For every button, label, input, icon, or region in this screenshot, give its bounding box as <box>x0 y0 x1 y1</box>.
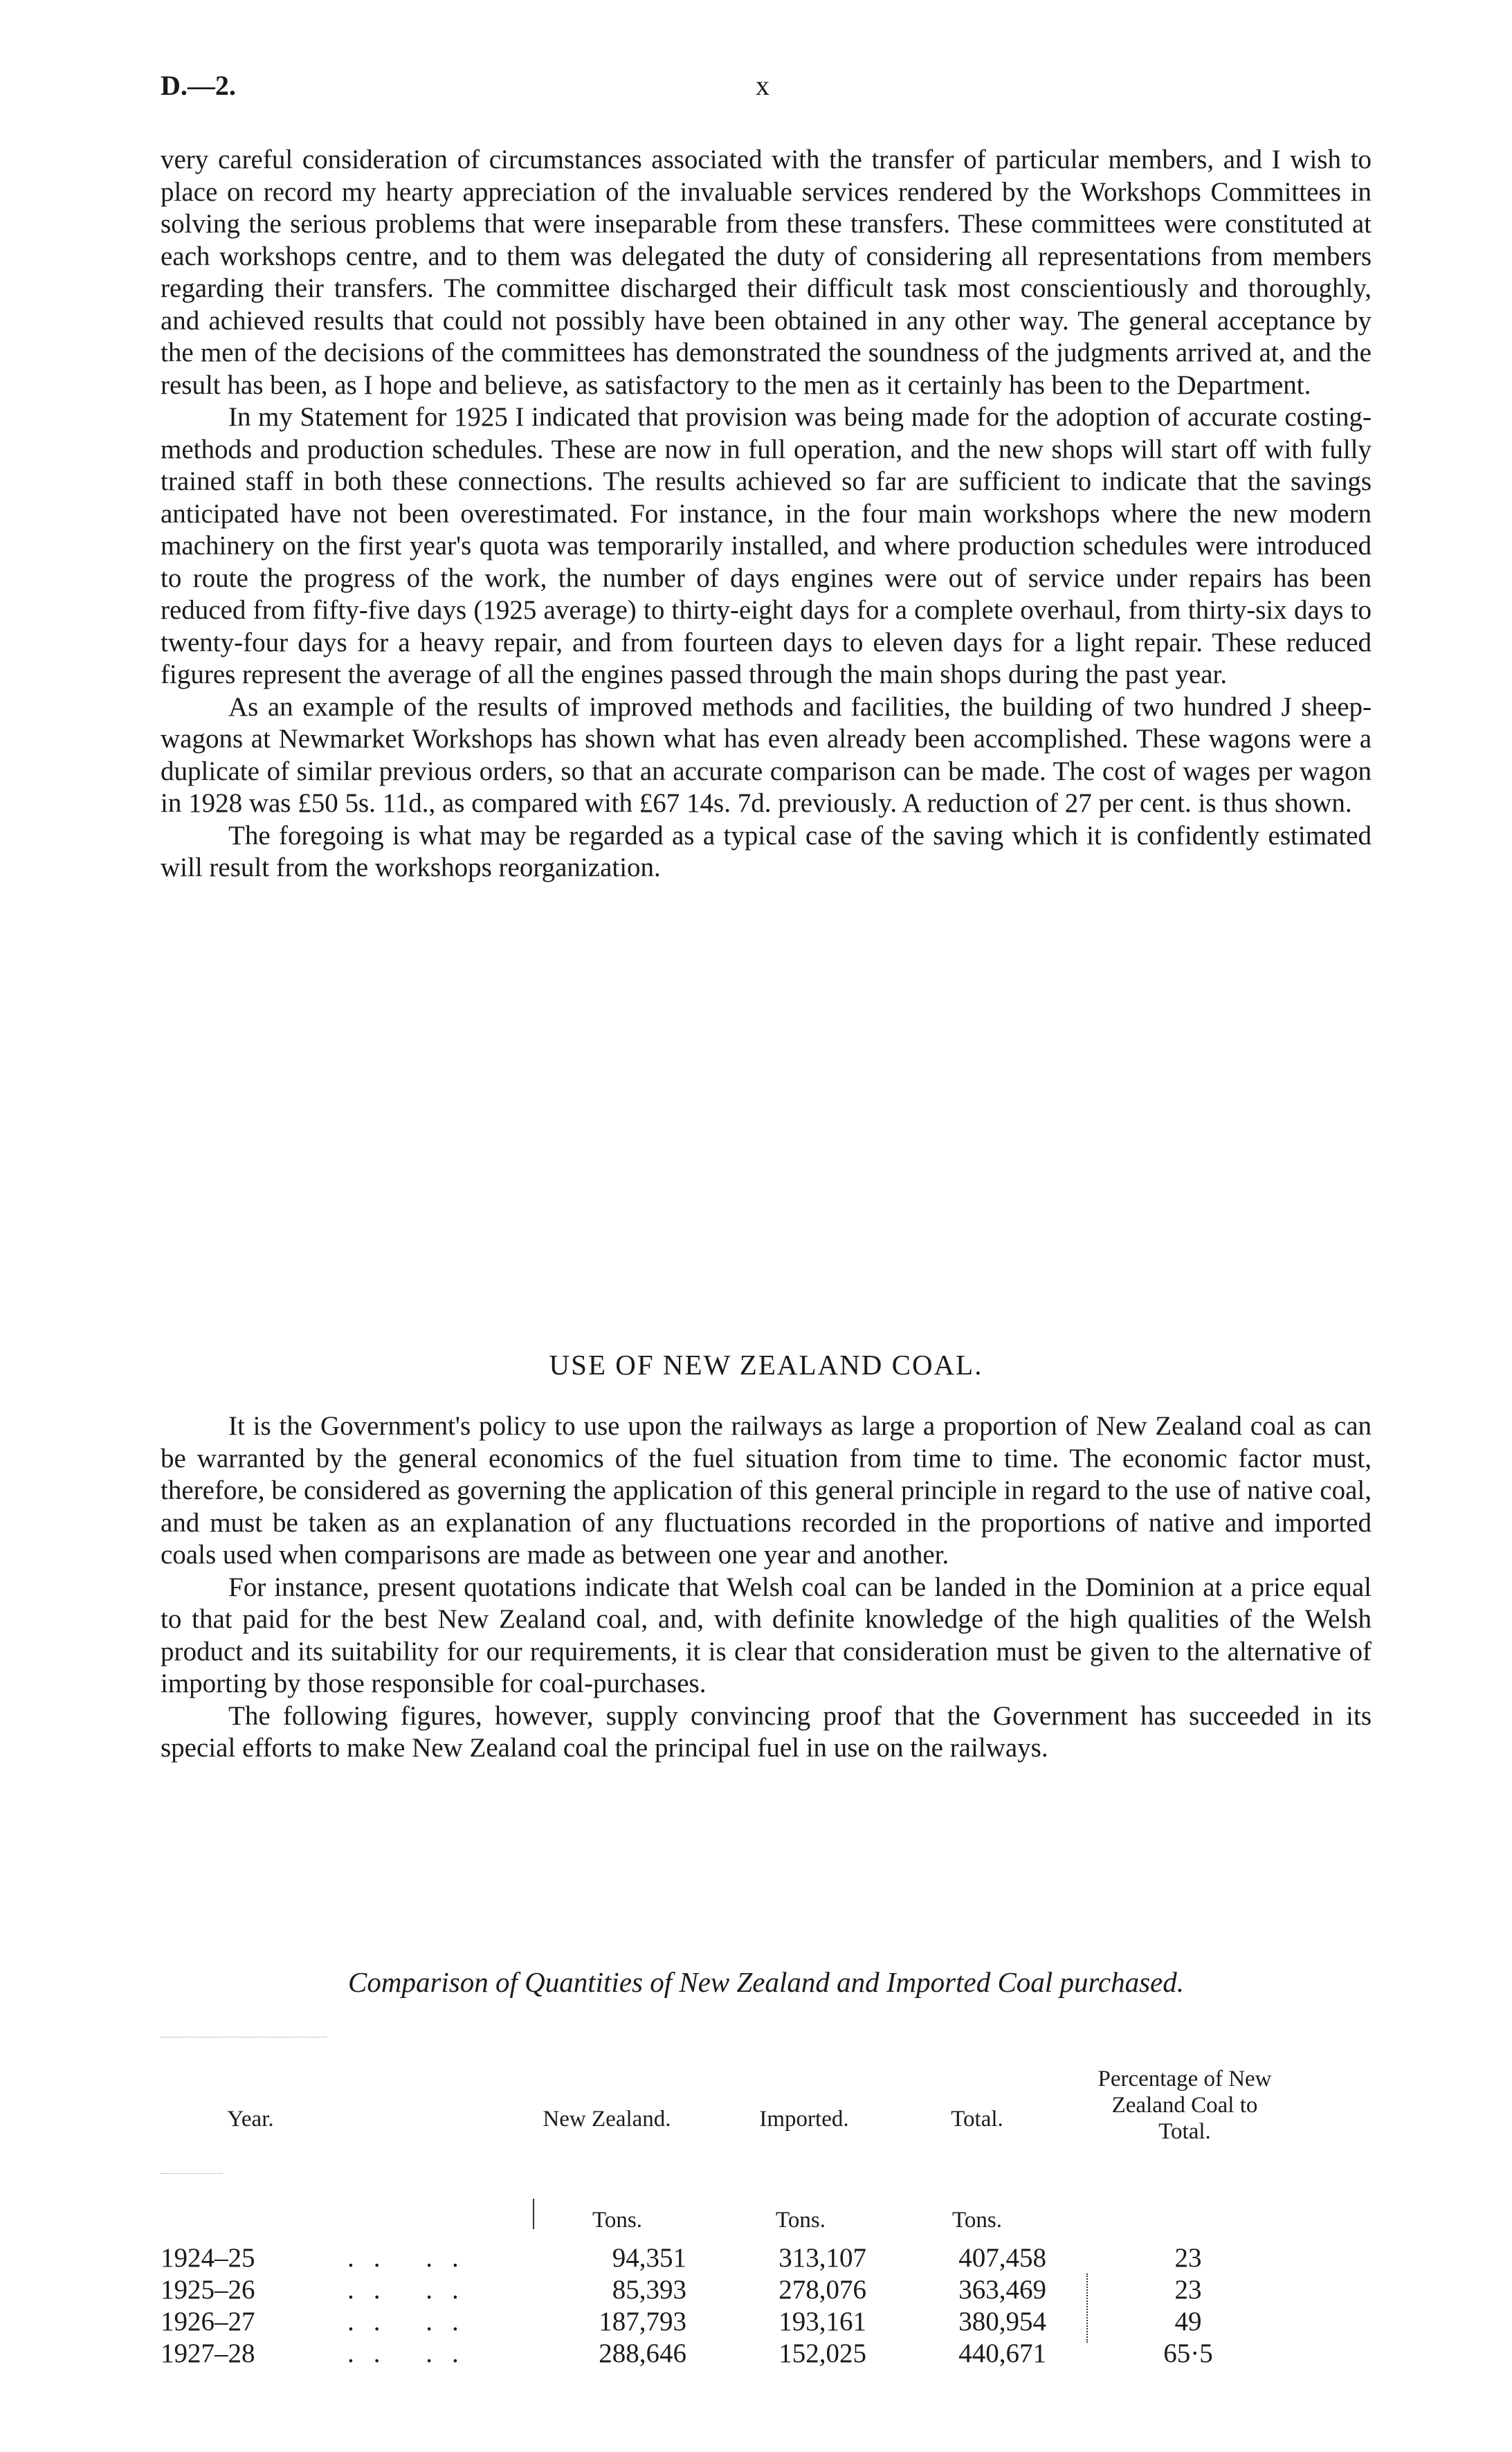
cell-new-zealand: 85,393 <box>612 2275 686 2305</box>
body-text-workshops <box>161 144 1372 884</box>
cell-imported: 193,161 <box>778 2307 866 2336</box>
column-rule <box>1086 2273 1088 2343</box>
paragraph: The following figures, however, supply convincing proof that the Government has succeeded in its special efforts to make New Zealand coal the principal fuel in use on the railways. <box>161 1700 1372 1763</box>
cell-percentage: 49 <box>1174 2307 1202 2336</box>
table-row <box>161 2306 1372 2338</box>
header-total: Total. <box>951 2107 1003 2132</box>
cell-year: 1924–25 <box>161 2243 255 2273</box>
document-reference: D.—2. <box>161 70 236 101</box>
cell-imported: 313,107 <box>778 2243 866 2273</box>
table-row <box>161 2274 1372 2306</box>
table-caption: Comparison of Quantities of New Zealand and Imported Coal purchased. <box>348 1966 1184 1998</box>
header-percentage: Percentage of New Zealand Coal to Total. <box>1097 2067 1272 2144</box>
cell-imported: 152,025 <box>778 2339 866 2368</box>
table-row <box>161 2242 1372 2274</box>
paragraph: For instance, present quotations indicate that Welsh coal can be landed in the Dominion at a price equal to that paid for the best New Zealand coal, and, with definite knowledge of the high qualities of the Welsh product and its suitability for our requirements, it is clear that consideration must be given to the alternative of importing by those responsible for coal-purchases. <box>161 1572 1372 1698</box>
cell-leader-dots: .. .. <box>347 2275 478 2305</box>
paragraph: It is the Government's policy to use upon the railways as large a proportion of New Zealand coal as can be warranted by the general economics of the fuel situation from time to time. The economic factor must, therefore, be considered as governing the application of this general principle in regard to the use of native coal, and must be taken as an explanation of any fluctuations recorded in the proportions of native and imported coals used when comparisons are made as between one year and another. <box>161 1411 1372 1570</box>
section-heading: USE OF NEW ZEALAND COAL. <box>549 1349 983 1381</box>
page-number: x <box>756 70 769 101</box>
cell-percentage: 23 <box>1174 2275 1202 2305</box>
cell-new-zealand: 94,351 <box>612 2243 686 2273</box>
paragraph: very careful consideration of circumstances associated with the transfer of particular members, and I wish to place on record my hearty appreciation of the invaluable services rendered by the Workshops Committees in solving the serious problems that were inseparable from these transfers. These committees were constituted at each workshops centre, and to them was delegated the duty of considering all representations from members regarding their transfers. The committee discharged their difficult task most conscientiously and thoroughly, and achieved results that could not possibly have been obtained in any other way. The general acceptance by the men of the decisions of the committees has demonstrated the soundness of the judgments arrived at, and the result has been, as I hope and believe, as satisfactory to the men as it certainly has been to the Department. <box>161 145 1372 400</box>
units-imported: Tons. <box>776 2208 826 2233</box>
header-imported: Imported. <box>759 2107 849 2132</box>
paragraph: The foregoing is what may be regarded as a typical case of the saving which it is confidently estimated will result from the workshops reorganization. <box>161 820 1372 882</box>
cell-total: 407,458 <box>958 2243 1046 2273</box>
cell-percentage: 23 <box>1174 2243 1202 2273</box>
table-rule <box>161 2173 223 2174</box>
cell-new-zealand: 288,646 <box>599 2339 686 2368</box>
coal-table <box>161 2045 1372 2368</box>
header-new-zealand: New Zealand. <box>543 2107 671 2132</box>
cell-year: 1925–26 <box>161 2275 255 2305</box>
cell-leader-dots: .. .. <box>347 2307 478 2336</box>
units-new-zealand: Tons. <box>592 2208 642 2233</box>
cell-imported: 278,076 <box>778 2275 866 2305</box>
cell-percentage: 65·5 <box>1163 2339 1213 2368</box>
cell-total: 380,954 <box>958 2307 1046 2336</box>
cell-leader-dots: .. .. <box>347 2339 478 2368</box>
paragraph: As an example of the results of improved methods and facilities, the building of two hundred J sheep-wagons at Newmarket Workshops has shown what has even already been accomplished. These wagons were a duplicate of similar previous orders, so that an accurate comparison can be made. The cost of wages per wagon in 1928 was £50 5s. 11d., as compared with £67 14s. 7d. previously. A reduction of 27 per cent. is thus shown. <box>161 691 1372 818</box>
cell-year: 1927–28 <box>161 2339 255 2368</box>
table-row <box>161 2338 1372 2370</box>
cell-year: 1926–27 <box>161 2307 255 2336</box>
header-year: Year. <box>227 2107 274 2132</box>
cell-leader-dots: .. .. <box>347 2243 478 2273</box>
page-header <box>161 69 1372 111</box>
body-text-coal <box>161 1410 1372 1765</box>
cell-total: 363,469 <box>958 2275 1046 2305</box>
column-rule <box>533 2199 534 2229</box>
cell-new-zealand: 187,793 <box>599 2307 686 2336</box>
cell-total: 440,671 <box>958 2339 1046 2368</box>
units-total: Tons. <box>952 2208 1002 2233</box>
paragraph: In my Statement for 1925 I indicated that provision was being made for the adoption of accurate costing-methods and production schedules. These are now in full operation, and the new shops will start off with fully trained staff in both these connections. The results achieved so far are sufficient to indicate that the savings anticipated have not been overestimated. For instance, in the four main workshops where the new modern machinery on the first year's quota was temporarily installed, and where production schedules were introduced to route the progress of the work, the number of days engines were out of service under repairs has been reduced from fifty-five days (1925 average) to thirty-eight days for a complete overhaul, from thirty-six days to twenty-four days for a heavy repair, and from fourteen days to eleven days for a light repair. These reduced figures represent the average of all the engines passed through the main shops during the past year. <box>161 402 1372 689</box>
